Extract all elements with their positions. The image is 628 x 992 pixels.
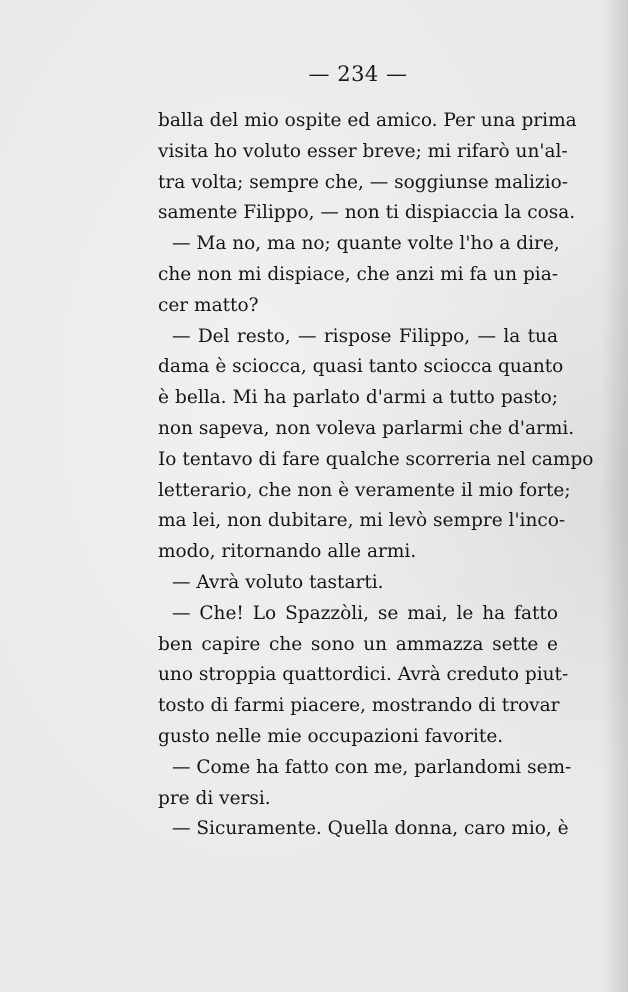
text-line: che non mi dispiace, che anzi mi fa un pia-: [158, 263, 558, 285]
page-number: — 234 —: [308, 62, 408, 86]
text-line: visita ho voluto esser breve; mi rifarò un'al-: [158, 140, 568, 162]
text-line: Io tentavo di fare qualche scorreria nel campo: [158, 448, 594, 470]
text-line: modo, ritornando alle armi.: [158, 541, 417, 563]
text-line: balla del mio ospite ed amico. Per una prima: [158, 110, 577, 131]
text-line: tra volta; sempre che, — soggiunse malizio-: [158, 171, 568, 193]
text-line: — Ma no, ma no; quante volte l'ho a dire,: [172, 233, 560, 255]
text-line: ben capire che sono un ammazza sette e: [158, 633, 558, 655]
text-line: ma lei, non dubitare, mi levò sempre l'inco-: [158, 510, 566, 532]
text-line: uno stroppia quattordici. Avrà creduto piut-: [158, 664, 569, 686]
text-line: — Del resto, — rispose Filippo, — la tua: [172, 325, 558, 347]
text-line: cer matto?: [158, 294, 259, 316]
body-text: [158, 106, 594, 845]
text-line: tosto di farmi piacere, mostrando di trovar: [158, 695, 560, 717]
text-line: gusto nelle mie occupazioni favorite.: [158, 725, 504, 747]
text-line: samente Filippo, — non ti dispiaccia la cosa.: [158, 202, 576, 224]
text-line: — Sicuramente. Quella donna, caro mio, è: [172, 818, 569, 840]
page-edge-shadow: [602, 0, 628, 992]
text-line: — Avrà voluto tastarti.: [172, 571, 384, 593]
text-line: non sapeva, non voleva parlarmi che d'armi.: [158, 417, 575, 439]
text-line: — Che! Lo Spazzòli, se mai, le ha fatto: [172, 602, 558, 624]
text-line: pre di versi.: [158, 787, 271, 809]
text-line: letterario, che non è veramente il mio forte;: [158, 479, 571, 501]
text-line: è bella. Mi ha parlato d'armi a tutto pasto;: [158, 387, 558, 409]
text-line: — Come ha fatto con me, parlandomi sem-: [172, 756, 572, 778]
text-line: dama è sciocca, quasi tanto sciocca quanto: [158, 356, 564, 378]
